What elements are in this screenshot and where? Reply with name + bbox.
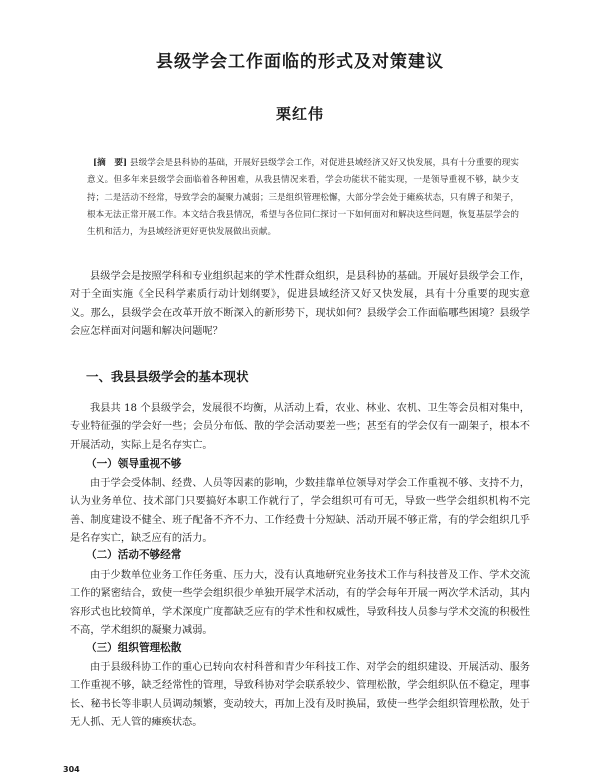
author-name: 栗红伟 — [275, 105, 324, 123]
section-1-paragraph: 我县共 18 个县级学会，发展很不均衡，从活动上看，农业、林业、农机、卫生等会员相对集中，专业特征强的学会好一些；会员分布低、散的学会活动要差一些；甚至有的学会仅有一副架子，根本不开展活动，实际上是名存实亡。 — [70, 403, 530, 451]
abstract-label: [摘 要] — [93, 158, 128, 168]
subsection-heading-2: （二）活动不够经常 — [86, 549, 182, 561]
section-heading-1: 一、我县县级学会的基本现状 — [86, 369, 249, 384]
page-number: 304 — [63, 765, 80, 774]
subsection-heading-3: （三）组织管理松散 — [86, 642, 182, 654]
article-title: 县级学会工作面临的形式及对策建议 — [156, 52, 444, 72]
abstract — [87, 155, 519, 241]
subsection-1-paragraph: 由于学会受体制、经费、人员等因素的影响，少数挂靠单位领导对学会工作重视不够、支持不力，认为业务单位、技术部门只要搞好本职工作就行了，学会组织可有可无，导致一些学会组织机构不完善、制度建设不健全、班子配备不齐不力、工作经费十分短缺、活动开展不够正常，有的学会组织几乎是名存实亡，缺乏应有的活力。 — [70, 478, 530, 544]
subsection-heading-1: （一）领导重视不够 — [86, 458, 182, 470]
abstract-text: 县级学会是县科协的基础，开展好县级学会工作，对促进县域经济又好又快发展，具有十分重要的现实意义。但多年来县级学会面临着各种困难，从我县情况来看，学会功能状不能实现，一是领导重视不够，缺少支持；二是活动不经常，导致学会的凝聚力减弱；三是组织管理松懈，大部分学会处于瘫痪状态，只有牌子和架子，根本无法正常开展工作。本文结合我县情况，希望与各位同仁探讨一下如何面对和解决这些问题，恢复基层学会的生机和活力，为县域经济更好更快发展做出贡献。 — [87, 158, 520, 238]
subsection-2-paragraph: 由于少数单位业务工作任务重、压力大，没有认真地研究业务技术工作与科技普及工作、学术交流工作的紧密结合，致使一些学会组织很少单独开展学术活动，有的学会每年开展一两次学术活动，其内容形式也比较简单，学术深度广度都缺乏应有的学术性和权威性，导致科技人员参与学术交流的积极性不高，学术组织的凝聚力减弱。 — [70, 570, 530, 636]
subsection-3-paragraph: 由于县级科协工作的重心已转向农村科普和青少年科技工作、对学会的组织建设、开展活动、服务工作重视不够，缺乏经常性的管理，导致科协对学会联系较少、管理松散，学会组织队伍不稳定，理事长、秘书长等非职人员调动频繁，变动较大，再加上没有及时换届，致使一些学会组织管理松散，处于无人抓、无人管的瘫痪状态。 — [70, 662, 530, 728]
intro-paragraph: 县级学会是按照学科和专业组织起来的学术性群众组织，是县科协的基础。开展好县级学会工作，对于全面实施《全民科学素质行动计划纲要》，促进县域经济又好又快发展，具有十分重要的现实意义。那么，县级学会在改革开放不断深入的新形势下，现状如何？县级学会工作面临哪些困境？县级学会应怎样面对问题和解决问题呢？ — [70, 271, 530, 337]
